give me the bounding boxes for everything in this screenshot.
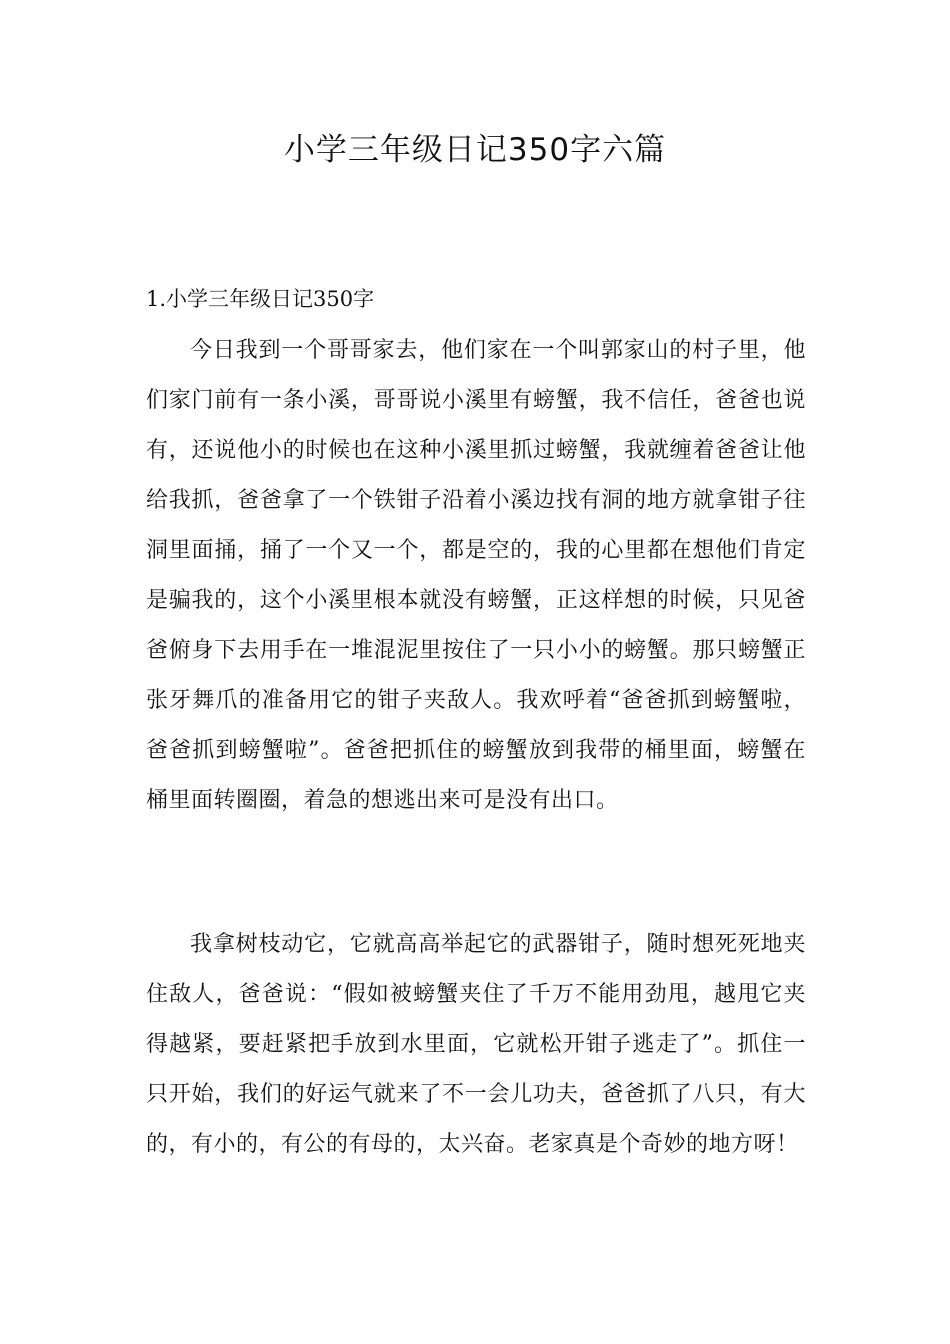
paragraph-2: 我拿树枝动它，它就高高举起它的武器钳子，随时想死死地夹住敌人，爸爸说：“假如被螃蟹夹住了千万不能用劲甩，越甩它夹得越紧，要赶紧把手放到水里面，它就松开钳子逃走了”。抓住一只开始，我们的好运气就来了不一会儿功夫，爸爸抓了八只，有大的，有小的，有公的有母的，太兴奋。老家真是个奇妙的地方呀！: [146, 932, 806, 1157]
section-heading: 1.小学三年级日记350字: [146, 287, 375, 311]
paragraph-1: 今日我到一个哥哥家去，他们家在一个叫郭家山的村子里，他们家门前有一条小溪，哥哥说小溪里有螃蟹，我不信任，爸爸也说有，还说他小的时候也在这种小溪里抓过螃蟹，我就缠着爸爸让他给我抓，爸爸拿了一个铁钳子沿着小溪边找有洞的地方就拿钳子往洞里面捅，捅了一个又一个，都是空的，我的心里都在想他们肯定是骗我的，这个小溪里根本就没有螃蟹，正这样想的时候，只见爸爸俯身下去用手在一堆混泥里按住了一只小小的螃蟹。那只螃蟹正张牙舞爪的准备用它的钳子夹敌人。我欢呼着“爸爸抓到螃蟹啦，爸爸抓到螃蟹啦”。爸爸把抓住的螃蟹放到我带的桶里面，螃蟹在桶里面转圈圈，着急的想逃出来可是没有出口。: [146, 338, 806, 813]
document-title: 小学三年级日记350字六篇: [283, 132, 667, 168]
